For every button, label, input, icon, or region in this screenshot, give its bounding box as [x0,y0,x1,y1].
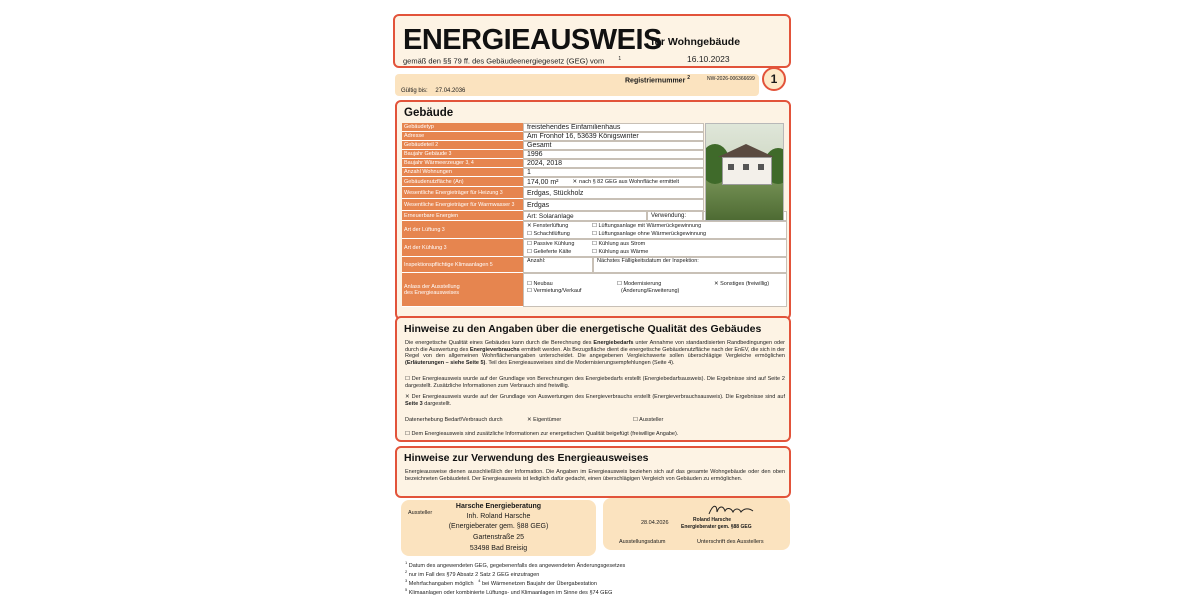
row-wohnungen: Anzahl Wohnungen 1 [402,168,704,177]
notes-quality-section [395,316,791,442]
zusatzinfo-checkbox[interactable]: ☐ Dem Energieausweis sind zusätzliche Informationen zur energetischen Qualität beigefügt (freiwillige Angabe). [405,431,679,437]
stamp-title: Energieberater gem. §88 GEG [681,524,752,530]
footnote-5: $^5$ Klimaanlagen oder kombinierte Lüftungs- und Klimaanlagen im Sinne des §74 GEG [405,587,613,596]
issuer-city: 53498 Bad Breisig [469,545,528,552]
erhebung-eigentuemer-checkbox[interactable]: ✕ Eigentümer [527,417,562,423]
anlass-modernisierung-checkbox[interactable]: ☐ Modernisierung [617,281,662,287]
page-number-badge: 1 [762,67,786,91]
row-warmwasser: Wesentliche Energieträger für Warmwasser 3 Erdgas [402,199,704,211]
row-lueftung: Art der Lüftung 3 ✕ Fensterlüftung ☐ Lüftungsanlage mit Wärmerückgewinnung ☐ Schachtlüftung ☐ Lüftungsanlage ohne Wärmerückgewinnung [402,221,787,239]
row-klimaanlagen: Inspektionspflichtige Klimaanlagen 5 Anzahl: Nächstes Fälligkeitsdatum der Inspektion: [402,257,787,273]
issue-date: 28.04.2026 [641,520,669,526]
bedarfsausweis-option[interactable]: ☐ Der Energieausweis wurde auf der Grundlage von Berechnungen des Energiebedarfs erstellt (Energiebedarfsausweis). Die Ergebnisse sind auf Seite 2 dargestellt. Zusätzliche Informationen zum Verbrauch sind freiwillig. [405,376,785,389]
lueftung-fenster-checkbox[interactable]: ✕ Fensterlüftung [527,223,569,229]
issuer-person: Inh. Roland Harsche [466,513,531,520]
notes-quality-heading: Hinweise zu den Angaben über die energetische Qualität des Gebäudes [404,323,762,335]
registration-number: NW-2026-006366699 [707,76,755,82]
legal-basis: gemäß den §§ 79 ff. des Gebäudeenergiegesetz (GEG) vom $^1$ [403,56,622,66]
valid-until: Gültig bis: 27.04.2036 [401,88,466,94]
row-gebaeudeteil: Gebäudeteil 2 Gesamt [402,141,704,150]
law-date: 16.10.2023 [687,54,730,64]
verbrauchsausweis-option[interactable]: ✕ Der Energieausweis wurde auf der Grundlage von Auswertungen des Energieverbrauchs erstellt (Energieverbrauchsausweis). Die Ergebnisse sind auf Seite 3 dargestellt. [405,394,785,407]
issuer-label: Aussteller [408,510,433,516]
kuehlung-passiv-checkbox[interactable]: ☐ Passive Kühlung [527,241,575,247]
page-title: ENERGIEAUSWEIS [403,24,662,56]
row-baujahr-waermeerzeuger: Baujahr Wärmeerzeuger 3, 4 2024, 2018 [402,159,704,168]
issuer-name: Harsche Energieberatung [455,503,542,510]
signature-label: Unterschrift des Ausstellers [697,539,764,545]
notes-usage-heading: Hinweise zur Verwendung des Energieausweises [404,452,649,464]
anlass-sonstiges-checkbox[interactable]: ✕ Sonstiges (freiwillig) [714,281,770,287]
signature-icon [707,502,755,518]
lueftung-ohne-wrg-checkbox[interactable]: ☐ Lüftungsanlage ohne Wärmerückgewinnung [592,231,707,237]
row-gebaeudetyp: Gebäudetyp freistehendes Einfamilienhaus [402,123,704,132]
notes-quality-text: Die energetische Qualität eines Gebäudes kann durch die Berechnung des Energiebedarfs unter Annahme von standardisierten Randbedingungen oder durch die Auswertung des Energieverbrauchs ermittelt werden. Als Bezugsfläche dient die energetische Gebäudenutzfläche nach der EnEV, die sich in der Regel von den allgemeinen Wohnflächenangaben unterscheidet. Die angegebenen Vergleichswerte sollen überschlägige Vergleiche ermöglichen (Erläuterungen – siehe Seite 5). Teil des Energieausweises sind die Modernisierungsempfehlungen (Seite 4). [405,340,785,366]
kuehlung-strom-checkbox[interactable]: ☐ Kühlung aus Strom [592,241,646,247]
row-adresse: Adresse Am Fronhof 16, 53639 Königswinter [402,132,704,141]
row-kuehlung: Art der Kühlung 3 ☐ Passive Kühlung ☐ Kühlung aus Strom ☐ Gelieferte Kälte ☐ Kühlung aus Wärme [402,239,787,257]
row-baujahr: Baujahr Gebäude 3 1996 [402,150,704,159]
notes-usage-text: Energieausweise dienen ausschließlich der Information. Die Angaben im Energieausweis beziehen sich auf das gesamte Wohngebäude oder den oben bezeichneten Gebäudeteil. Der Energieausweis ist lediglich dafür gedacht, einen überschlägigen Vergleich von Gebäuden zu ermöglichen. [405,469,785,482]
anlass-vermietung-checkbox[interactable]: ☐ Vermietung/Verkauf [527,288,582,294]
kuehlung-kaelte-checkbox[interactable]: ☐ Gelieferte Kälte [527,249,572,255]
issuer-title: (Energieberater gem. §88 GEG) [448,523,549,530]
footnote-3-4: $^3$ Mehrfachangaben möglich $^4$ bei Wärmenetzen Baujahr der Übergabestation [405,578,597,587]
erhebung-aussteller-checkbox[interactable]: ☐ Aussteller [633,417,664,423]
nutzflaeche-checkbox[interactable]: ✕ [572,179,578,185]
lueftung-schacht-checkbox[interactable]: ☐ Schachtlüftung [527,231,570,237]
building-heading: Gebäude [404,107,454,119]
lueftung-wrg-checkbox[interactable]: ☐ Lüftungsanlage mit Wärmerückgewinnung [592,223,702,229]
notes-usage-section [395,446,791,498]
footnote-1: $^1$ Datum des angewendeten GEG, gegebenenfalls des angewendeten Änderungsgesetzes [405,560,626,569]
energy-certificate-page [393,14,793,600]
stamp-name: Roland Harsche [693,517,732,523]
row-heizung: Wesentliche Energieträger für Heizung 3 Erdgas, Stückholz [402,187,704,199]
kuehlung-waerme-checkbox[interactable]: ☐ Kühlung aus Wärme [592,249,649,255]
row-erneuerbare: Erneuerbare Energien Art: Solaranlage Verwendung: [402,211,787,221]
registration-label: Registriernummer [625,77,686,85]
title-box [393,14,791,68]
registration-band: Registriernummer $^2$ NW-2026-006366699 Gültig bis: 27.04.2036 [395,74,759,96]
row-nutzflaeche: Gebäudenutzfläche (An) 174,00 m² ✕ nach § 82 GEG aus Wohnfläche ermittelt [402,177,704,187]
page-title-suffix: für Wohngebäude [651,36,741,48]
building-section [395,100,791,320]
row-anlass: Anlass der Ausstellung des Energieausweises ☐ Neubau ☐ Modernisierung (Änderung/Erweiterung) ✕ Sonstiges (freiwillig) ☐ Vermietung/Verkauf [402,273,787,307]
building-photo [705,123,784,221]
anlass-neubau-checkbox[interactable]: ☐ Neubau [527,281,553,287]
issue-date-label: Ausstellungsdatum [619,539,666,545]
erhebung-label: Datenerhebung Bedarf/Verbrauch durch [405,417,503,423]
issuer-box [401,500,596,556]
signature-box [603,498,790,550]
footnote-2: $^2$ nur im Fall des §79 Absatz 2 Satz 2 GEG einzutragen [405,569,540,578]
issuer-street: Gartenstraße 25 [473,534,524,541]
